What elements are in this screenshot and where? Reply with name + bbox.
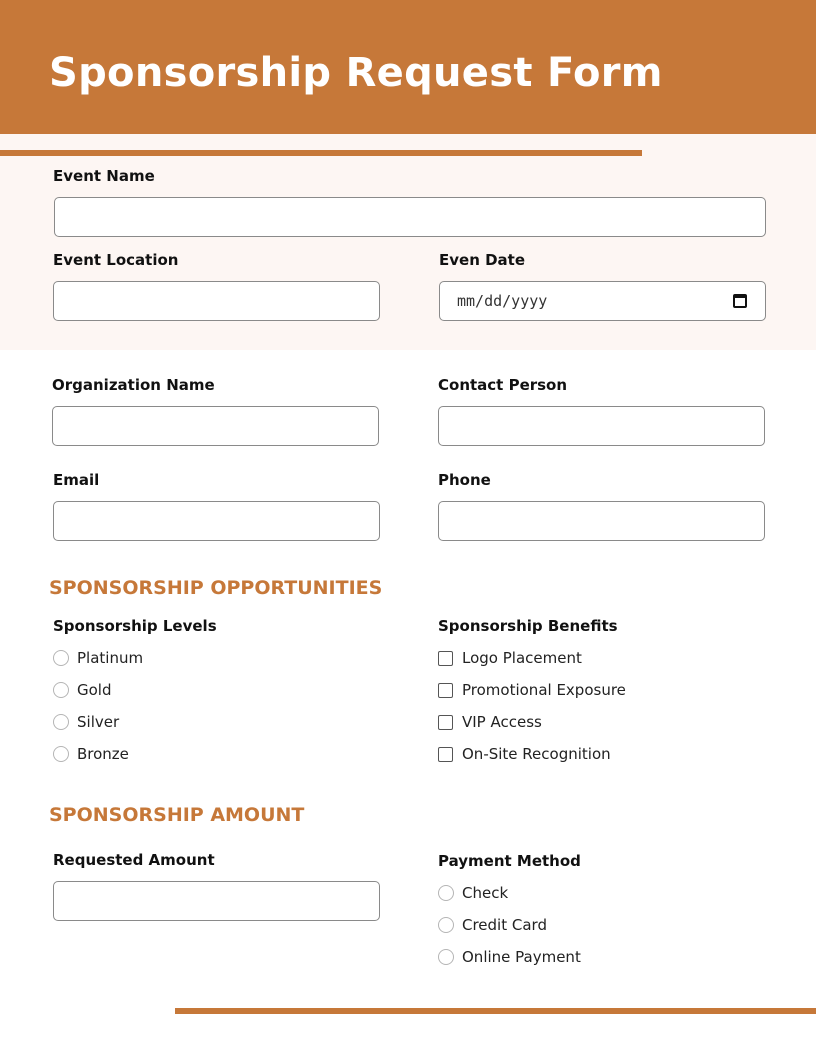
level-option-label: Silver — [77, 713, 120, 731]
benefit-option-logo-placement[interactable] — [438, 648, 582, 668]
event-date-input[interactable] — [439, 281, 766, 321]
level-option-gold[interactable] — [53, 680, 112, 700]
contact-person-input[interactable] — [438, 406, 765, 446]
event-location-input[interactable] — [53, 281, 380, 321]
page-title: Sponsorship Request Form — [49, 50, 663, 96]
event-name-label: Event Name — [53, 167, 155, 185]
radio-button[interactable] — [53, 746, 69, 762]
benefit-option-on-site-recognition[interactable] — [438, 744, 611, 764]
benefit-option-label: Logo Placement — [462, 649, 582, 667]
radio-button[interactable] — [438, 885, 454, 901]
radio-button[interactable] — [438, 949, 454, 965]
sponsorship-levels-label: Sponsorship Levels — [53, 617, 217, 635]
radio-button[interactable] — [53, 682, 69, 698]
checkbox[interactable] — [438, 683, 453, 698]
radio-button[interactable] — [53, 650, 69, 666]
payment-option-check[interactable] — [438, 883, 508, 903]
calendar-icon[interactable] — [733, 294, 747, 308]
payment-option-credit-card[interactable] — [438, 915, 547, 935]
sponsorship-benefits-label: Sponsorship Benefits — [438, 617, 618, 635]
payment-option-label: Check — [462, 884, 509, 902]
event-name-input[interactable] — [54, 197, 766, 237]
email-input[interactable] — [53, 501, 380, 541]
organization-name-input[interactable] — [52, 406, 379, 446]
level-option-bronze[interactable] — [53, 744, 129, 764]
accent-divider-bottom — [175, 1008, 816, 1014]
checkbox[interactable] — [438, 651, 453, 666]
event-location-label: Event Location — [53, 251, 179, 269]
level-option-label: Bronze — [77, 745, 129, 763]
phone-input[interactable] — [438, 501, 765, 541]
payment-option-online-payment[interactable] — [438, 947, 581, 967]
level-option-label: Platinum — [77, 649, 144, 667]
payment-option-label: Online Payment — [462, 948, 581, 966]
benefit-option-label: VIP Access — [462, 713, 542, 731]
level-option-silver[interactable] — [53, 712, 119, 732]
amount-heading: SPONSORSHIP AMOUNT — [49, 804, 305, 826]
payment-method-label: Payment Method — [438, 852, 581, 870]
requested-amount-input[interactable] — [53, 881, 380, 921]
benefit-option-label: Promotional Exposure — [462, 681, 626, 699]
requested-amount-label: Requested Amount — [53, 851, 215, 869]
payment-option-label: Credit Card — [462, 916, 547, 934]
event-date-label: Even Date — [439, 251, 526, 269]
date-placeholder: mm/dd/yyyy — [457, 292, 548, 310]
benefit-option-label: On-Site Recognition — [462, 745, 611, 763]
checkbox[interactable] — [438, 747, 453, 762]
email-label: Email — [53, 471, 100, 489]
radio-button[interactable] — [438, 917, 454, 933]
header-banner — [0, 0, 816, 134]
checkbox[interactable] — [438, 715, 453, 730]
level-option-platinum[interactable] — [53, 648, 143, 668]
benefit-option-promotional-exposure[interactable] — [438, 680, 626, 700]
opportunities-heading: SPONSORSHIP OPPORTUNITIES — [49, 577, 383, 599]
accent-divider-top — [0, 150, 642, 156]
contact-person-label: Contact Person — [438, 376, 568, 394]
radio-button[interactable] — [53, 714, 69, 730]
organization-name-label: Organization Name — [52, 376, 215, 394]
phone-label: Phone — [438, 471, 491, 489]
level-option-label: Gold — [77, 681, 112, 699]
benefit-option-vip-access[interactable] — [438, 712, 542, 732]
